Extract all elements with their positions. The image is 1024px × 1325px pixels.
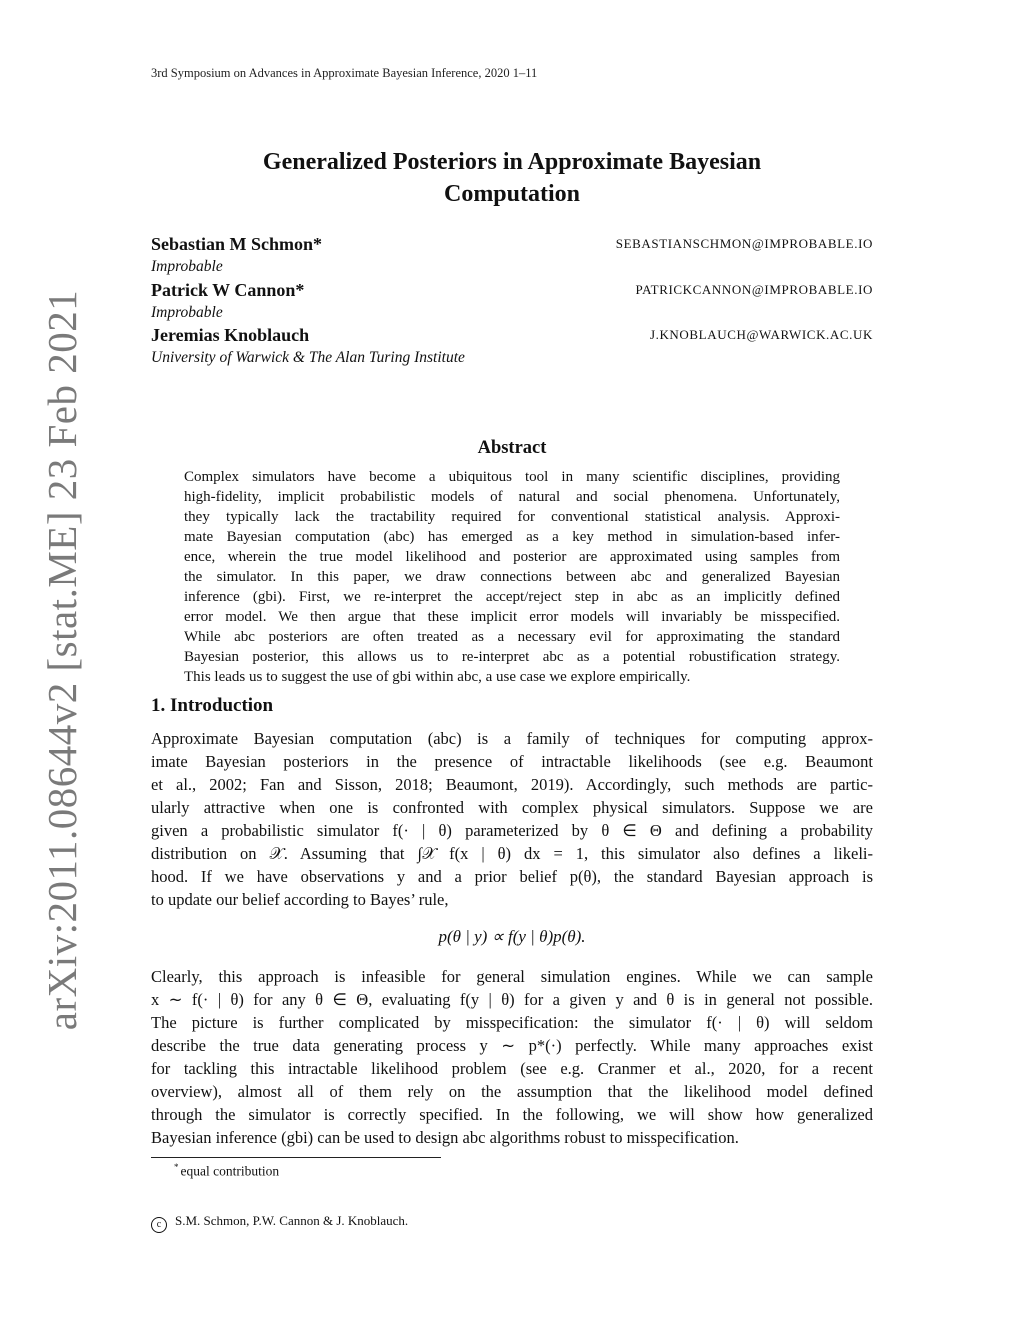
author-email[interactable]: PATRICKCANNON@IMPROBABLE.IO <box>635 282 873 297</box>
abstract-line: they typically lack the tractability required for conventional statistical analysis. Approxi- <box>184 509 840 525</box>
title-line-2: Computation <box>443 181 581 207</box>
abstract-line: ence, wherein the true model likelihood and posterior are approximated using samples from <box>184 549 840 565</box>
footnote-rule <box>151 1157 441 1158</box>
abstract-line: inference (gbi). First, we re-interpret the accept/reject step in abc as an implicitly defined <box>184 589 840 605</box>
intro-paragraph-2 <box>151 965 873 1149</box>
abstract-line: While abc posteriors are often treated as a necessary evil for approximating the standard <box>184 629 840 645</box>
intro-paragraph-1 <box>151 727 873 911</box>
body-line: through the simulator is correctly specified. In the following, we will show how generalized <box>151 1105 873 1124</box>
abstract-heading: Abstract <box>477 438 547 458</box>
body-line: et al., 2002; Fan and Sisson, 2018; Beaumont, 2019). Accordingly, such methods are partic- <box>151 775 873 794</box>
body-line: Clearly, this approach is infeasible for general simulation engines. While we can sample <box>151 967 873 986</box>
running-head: 3rd Symposium on Advances in Approximate Bayesian Inference, 2020 1–11 <box>151 66 538 80</box>
body-line: to update our belief according to Bayes’ rule, <box>151 890 449 909</box>
author-name: Patrick W Cannon* <box>151 280 305 300</box>
author-2 <box>151 280 873 302</box>
body-line: The picture is further complicated by misspecification: the simulator f(· | θ) will seldom <box>151 1013 873 1032</box>
footnote-mark: * <box>174 1162 179 1172</box>
body-line: for tackling this intractable likelihood problem (see e.g. Cranmer et al., 2020, for a recent <box>151 1059 873 1078</box>
body-line: Bayesian inference (gbi) can be used to design abc algorithms robust to misspecification. <box>151 1128 739 1147</box>
abstract-line: error model. We then argue that these implicit error models will invariably be misspecified. <box>184 609 840 625</box>
author-affiliation: Improbable <box>151 304 223 321</box>
title-line-1: Generalized Posteriors in Approximate Bayesian <box>262 149 762 175</box>
body-line: given a probabilistic simulator f(· | θ) parameterized by θ ∈ Θ and defining a probability <box>151 821 873 840</box>
footnote <box>176 1162 279 1180</box>
abstract-body <box>184 467 840 687</box>
body-line: Approximate Bayesian computation (abc) is a family of techniques for computing approx- <box>151 729 873 748</box>
copyright-icon: c <box>151 1217 167 1233</box>
author-1 <box>151 234 873 256</box>
footnote-text: equal contribution <box>180 1163 280 1179</box>
paper-title <box>150 146 874 210</box>
body-line: x ∼ f(· | θ) for any θ ∈ Θ, evaluating f(y | θ) for a given y and θ is in general not possible. <box>151 990 873 1009</box>
body-line: distribution on 𝒳. Assuming that ∫𝒳 f(x | θ) dx = 1, this simulator also defines a likeli- <box>151 844 873 863</box>
body-line: describe the true data generating process y ∼ p*(·) perfectly. While many approaches exist <box>151 1036 873 1055</box>
author-email[interactable]: J.KNOBLAUCH@WARWICK.AC.UK <box>649 327 873 342</box>
author-name: Sebastian M Schmon* <box>151 234 323 254</box>
body-line: imate Bayesian posteriors in the presence of intractable likelihoods (see e.g. Beaumont <box>151 752 873 771</box>
copyright-text: S.M. Schmon, P.W. Cannon & J. Knoblauch. <box>175 1213 409 1228</box>
copyright-line <box>151 1213 408 1233</box>
section-heading-introduction: 1. Introduction <box>151 695 274 716</box>
author-affiliation: Improbable <box>151 258 223 275</box>
author-3 <box>151 325 873 347</box>
body-line: hood. If we have observations y and a prior belief p(θ), the standard Bayesian approach is <box>151 867 873 886</box>
author-name: Jeremias Knoblauch <box>151 325 310 345</box>
abstract-line: the simulator. In this paper, we draw connections between abc and generalized Bayesian <box>184 569 840 585</box>
body-line: ularly attractive when one is confronted with complex physical simulators. Suppose we are <box>151 798 873 817</box>
body-line: overview), almost all of them rely on the assumption that the likelihood model defined <box>151 1082 873 1101</box>
abstract-line: Bayesian posterior, this allows us to re-interpret abc as a potential robustification strategy. <box>184 649 840 665</box>
abstract-line: high-fidelity, implicit probabilistic models of natural and social phenomena. Unfortunately, <box>184 489 840 505</box>
bayes-rule-equation: p(θ | y) ∝ f(y | θ)p(θ). <box>438 927 586 946</box>
arxiv-identifier[interactable]: arXiv:2011.08644v2 [stat.ME] 23 Feb 2021 <box>39 289 85 1031</box>
abstract-line: This leads us to suggest the use of gbi within abc, a use case we explore empirically. <box>184 669 691 685</box>
abstract-line: Complex simulators have become a ubiquitous tool in many scientific disciplines, providing <box>184 469 840 485</box>
abstract-line: mate Bayesian computation (abc) has emerged as a key method in simulation-based infer- <box>184 529 840 545</box>
author-affiliation: University of Warwick & The Alan Turing Institute <box>151 349 465 366</box>
author-email[interactable]: SEBASTIANSCHMON@IMPROBABLE.IO <box>615 236 873 251</box>
